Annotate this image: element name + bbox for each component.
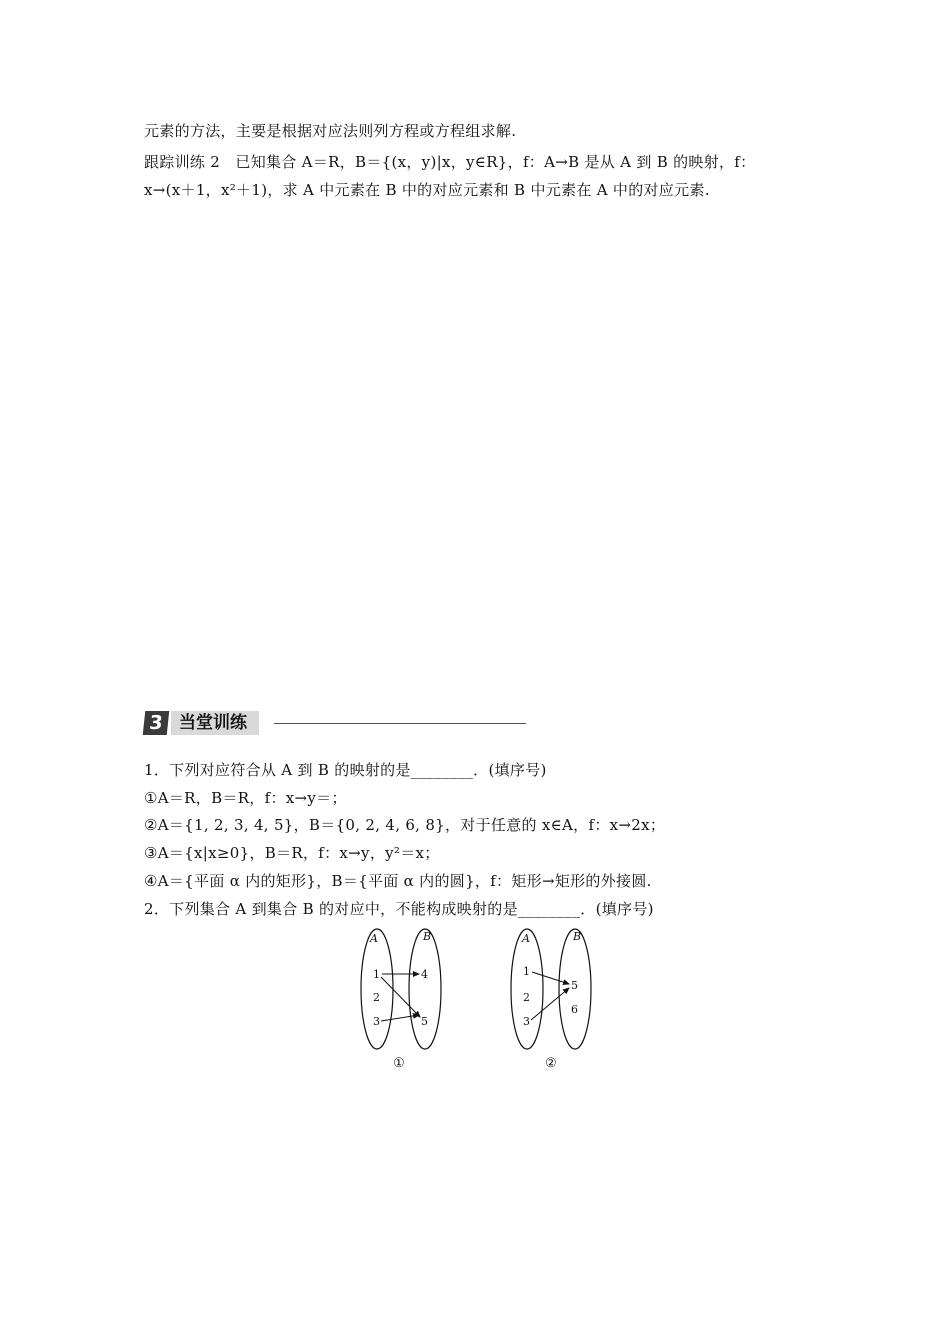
element-a-2: 2 <box>373 991 380 1004</box>
section-rule <box>274 723 526 724</box>
text-line-method: 元素的方法，主要是根据对应法则列方程或方程组求解. <box>144 122 517 140</box>
element-b-4: 4 <box>421 968 428 981</box>
option-1: ①A＝R，B＝R，f：x→y＝； <box>144 789 347 807</box>
arrow-3-to-5 <box>381 1015 419 1021</box>
question-2: 2．下列集合 A 到集合 B 的对应中，不能构成映射的是________．(填序号) <box>144 900 654 918</box>
arrow-1-to-5 <box>532 972 569 984</box>
option-4: ④A＝{平面 α 内的矩形}，B＝{平面 α 内的圆}，f：矩形→矩形的外接圆. <box>144 872 652 890</box>
text-line-practice-2: 跟踪训练 2 已知集合 A＝R，B＝{(x，y)|x，y∈R}，f：A→B 是从 A 到 B 的映射，f： <box>144 153 756 171</box>
text-line-practice-2-cont: x→(x＋1，x²＋1)，求 A 中元素在 B 中的对应元素和 B 中元素在 A 中的对应元素. <box>144 181 710 199</box>
set-b-ellipse <box>409 929 441 1049</box>
section-title: 当堂训练 <box>171 711 259 735</box>
arrow-1-to-5 <box>381 977 420 1017</box>
option-2: ②A＝{1, 2, 3, 4, 5}，B＝{0, 2, 4, 6, 8}，对于任意的 x∈A，f：x→2x； <box>144 816 666 834</box>
section-header <box>144 711 526 737</box>
diagram-caption: ② <box>545 1056 557 1071</box>
element-b-5: 5 <box>421 1015 428 1028</box>
element-a-3: 3 <box>523 1015 530 1028</box>
element-a-1: 1 <box>373 968 380 981</box>
set-a-ellipse <box>511 929 543 1049</box>
option-3: ③A＝{x|x≥0}，B＝R，f：x→y，y²＝x； <box>144 844 440 862</box>
element-a-2: 2 <box>523 991 530 1004</box>
arrow-3-to-5 <box>531 988 569 1020</box>
element-b-6: 6 <box>571 1003 578 1016</box>
set-b-label: B <box>573 930 582 943</box>
section-number: 3 <box>143 711 170 735</box>
mapping-diagram-1 <box>355 928 455 1078</box>
element-a-3: 3 <box>373 1015 380 1028</box>
diagram-caption: ① <box>393 1056 405 1071</box>
question-1: 1．下列对应符合从 A 到 B 的映射的是________．(填序号) <box>144 761 547 779</box>
element-b-5: 5 <box>571 979 578 992</box>
element-a-1: 1 <box>523 965 530 978</box>
set-a-ellipse <box>361 929 393 1049</box>
set-a-label: A <box>522 932 530 945</box>
mapping-diagram-2 <box>505 928 605 1078</box>
set-b-label: B <box>423 930 432 943</box>
set-a-label: A <box>370 932 378 945</box>
